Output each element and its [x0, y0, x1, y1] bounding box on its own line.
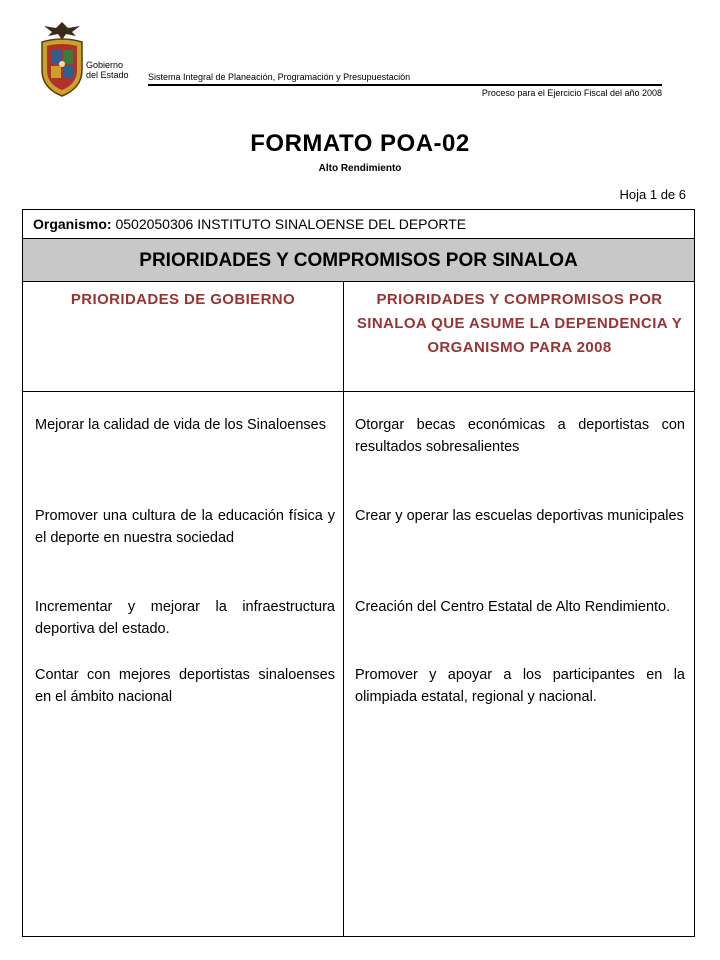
organismo-label: Organismo: [33, 216, 112, 232]
form-subtitle: Alto Rendimiento [318, 163, 402, 174]
column-header-compromisos: PRIORIDADES Y COMPROMISOS POR SINALOA QUE ASUME LA DEPENDENCIA Y ORGANISMO PARA 2008 [356, 291, 683, 356]
government-label-line2: del Estado [86, 70, 129, 80]
process-title: Proceso para el Ejercicio Fiscal del año 2008 [481, 88, 662, 98]
priority-item-3: Incrementar y mejorar la infraestructura deportiva del estado. [35, 599, 335, 637]
column-divider [343, 282, 344, 937]
commitment-item-1: Otorgar becas económicas a deportistas con resultados sobresalientes [355, 417, 685, 455]
system-title: Sistema Integral de Planeación, Programación y Presupuestación [148, 72, 411, 82]
priorities-table [22, 209, 695, 937]
commitment-item-2: Crear y operar las escuelas deportivas municipales [355, 508, 684, 524]
priority-item-1: Mejorar la calidad de vida de los Sinaloenses [35, 417, 326, 433]
commitment-item-3: Creación del Centro Estatal de Alto Rendimiento. [355, 599, 671, 615]
column-header-prioridades-gobierno: PRIORIDADES DE GOBIERNO [70, 291, 296, 308]
priority-item-4: Contar con mejores deportistas sinaloenses en el ámbito nacional [35, 667, 335, 705]
organismo-value: 0502050306 INSTITUTO SINALOENSE DEL DEPORTE [115, 216, 467, 232]
document-header [0, 0, 720, 110]
commitment-item-4: Promover y apoyar a los participantes en la olimpiada estatal, regional y nacional. [355, 667, 685, 705]
priority-item-2: Promover una cultura de la educación física y el deporte en nuestra sociedad [35, 508, 335, 546]
organismo-row [23, 210, 694, 239]
section-title: PRIORIDADES Y COMPROMISOS POR SINALOA [23, 239, 694, 282]
page-number: Hoja 1 de 6 [619, 187, 686, 202]
state-seal-icon [34, 18, 90, 98]
form-title: FORMATO POA-02 [250, 130, 470, 157]
column-header-rule [23, 391, 694, 392]
government-label-line1: Gobierno [86, 60, 124, 70]
header-rule [148, 84, 662, 86]
government-label [86, 60, 129, 80]
